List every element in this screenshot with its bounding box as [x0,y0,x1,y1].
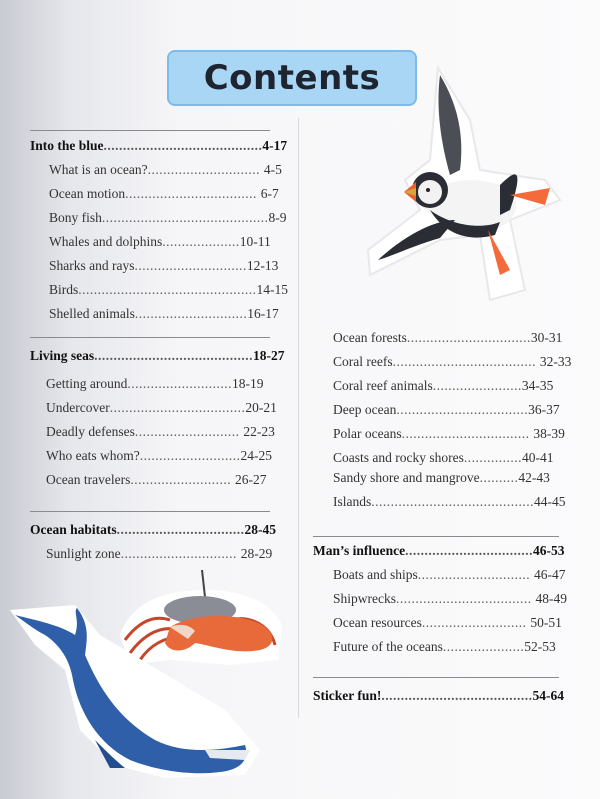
toc-entry: Ocean travelers.......................... 26-27 [46,472,267,487]
toc-entry: Whales and dolphins....................10-11 [49,234,271,249]
toc-entry: What is an ocean?............................. 4-5 [49,162,282,177]
toc-entry: Coral reef animals.......................34-35 [333,378,554,393]
toc-entry: Undercover...................................20-21 [46,400,277,415]
section-rule [30,130,270,131]
section-rule [30,511,270,512]
toc-entry: Polar oceans................................. 38-39 [333,426,565,441]
toc-entry: Future of the oceans.....................52-53 [333,639,556,654]
toc-entry: Deadly defenses........................... 22-23 [46,424,275,439]
toc-heading: Living seas.........................................18-27 [30,348,285,363]
toc-heading: Sticker fun!.......................................54-64 [313,688,565,703]
section-rule [313,536,559,537]
contents-title: Contents [203,58,381,98]
column-divider [298,118,299,718]
toc-entry: Deep ocean..................................36-37 [333,402,560,417]
toc-entry: Ocean motion.................................. 6-7 [49,186,279,201]
toc-entry: Shipwrecks................................... 48-49 [333,591,567,606]
toc-entry: Sandy shore and mangrove..........42-43 [333,470,550,485]
toc-entry: Coasts and rocky shores...............40-41 [333,450,554,465]
toc-entry: Islands..........................................44-45 [333,494,566,509]
toc-entry: Who eats whom?..........................24-25 [46,448,272,463]
toc-entry: Shelled animals.............................16-17 [49,306,279,321]
toc-entry: Bony fish...........................................8-9 [49,210,287,225]
toc-entry: Ocean resources........................... 50-51 [333,615,562,630]
section-rule [313,677,559,678]
toc-entry: Sunlight zone.............................. 28-29 [46,546,273,561]
toc-heading: Ocean habitats.................................28-45 [30,522,277,537]
toc-entry: Ocean forests................................30-31 [333,330,563,345]
toc-entry: Sharks and rays.............................12-13 [49,258,279,273]
toc-entry: Coral reefs..................................... 32-33 [333,354,572,369]
whale-image [5,600,265,785]
toc-heading: Into the blue.........................................4-17 [30,138,288,153]
toc-entry: Birds..............................................14-15 [49,282,289,297]
toc-heading: Man’s influence.................................46-53 [313,543,565,558]
toc-entry: Getting around...........................18-19 [46,376,264,391]
puffin-image [360,60,580,310]
section-rule [30,337,270,338]
toc-entry: Boats and ships............................. 46-47 [333,567,566,582]
